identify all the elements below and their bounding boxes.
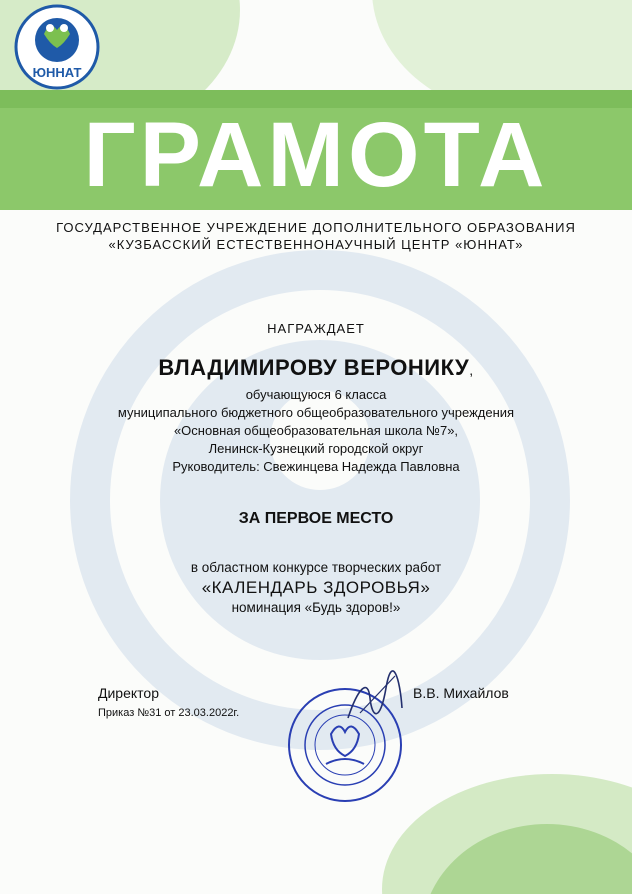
recipient-name-comma: , bbox=[469, 362, 474, 378]
contest-title: «КАЛЕНДАРЬ ЗДОРОВЬЯ» bbox=[201, 578, 431, 597]
recipient-name: ВЛАДИМИРОВУ ВЕРОНИКУ bbox=[158, 355, 470, 380]
contest-line: в областном конкурсе творческих работ bbox=[190, 560, 442, 575]
organization-line-1: ГОСУДАРСТВЕННОЕ УЧРЕЖДЕНИЕ ДОПОЛНИТЕЛЬНОГО ОБРАЗОВАНИЯ bbox=[56, 220, 576, 235]
organization-name bbox=[0, 219, 632, 253]
details-line: «Основная общеобразовательная школа №7», bbox=[173, 423, 459, 438]
organization-line-2: «КУЗБАССКИЙ ЕСТЕСТВЕННОНАУЧНЫЙ ЦЕНТР «ЮННАТ» bbox=[108, 237, 524, 252]
details-line: обучающуюся 6 класса bbox=[245, 387, 387, 402]
recipient-name-line bbox=[0, 355, 632, 381]
signer-name: В.В. Михайлов bbox=[413, 685, 509, 701]
contest-nomination: номинация «Будь здоров!» bbox=[231, 600, 401, 615]
director-position: Директор bbox=[98, 685, 159, 701]
details-line: Руководитель: Свежинцева Надежда Павловна bbox=[172, 459, 460, 474]
contest-info bbox=[0, 558, 632, 618]
emblem-watermark bbox=[70, 240, 570, 760]
place-award: ЗА ПЕРВОЕ МЕСТО bbox=[238, 510, 394, 527]
details-line: Ленинск-Кузнецкий городской округ bbox=[208, 441, 424, 456]
details-line: муниципального бюджетного общеобразовательного учреждения bbox=[117, 405, 515, 420]
award-word: НАГРАЖДАЕТ bbox=[267, 321, 365, 336]
logo-name-text: ЮННАТ bbox=[32, 65, 82, 80]
recipient-details bbox=[0, 386, 632, 476]
order-reference: Приказ №31 от 23.03.2022г. bbox=[98, 707, 240, 719]
yunnat-logo bbox=[14, 4, 100, 90]
director-signature bbox=[340, 668, 410, 728]
certificate-title: ГРАМОТА bbox=[83, 104, 549, 206]
